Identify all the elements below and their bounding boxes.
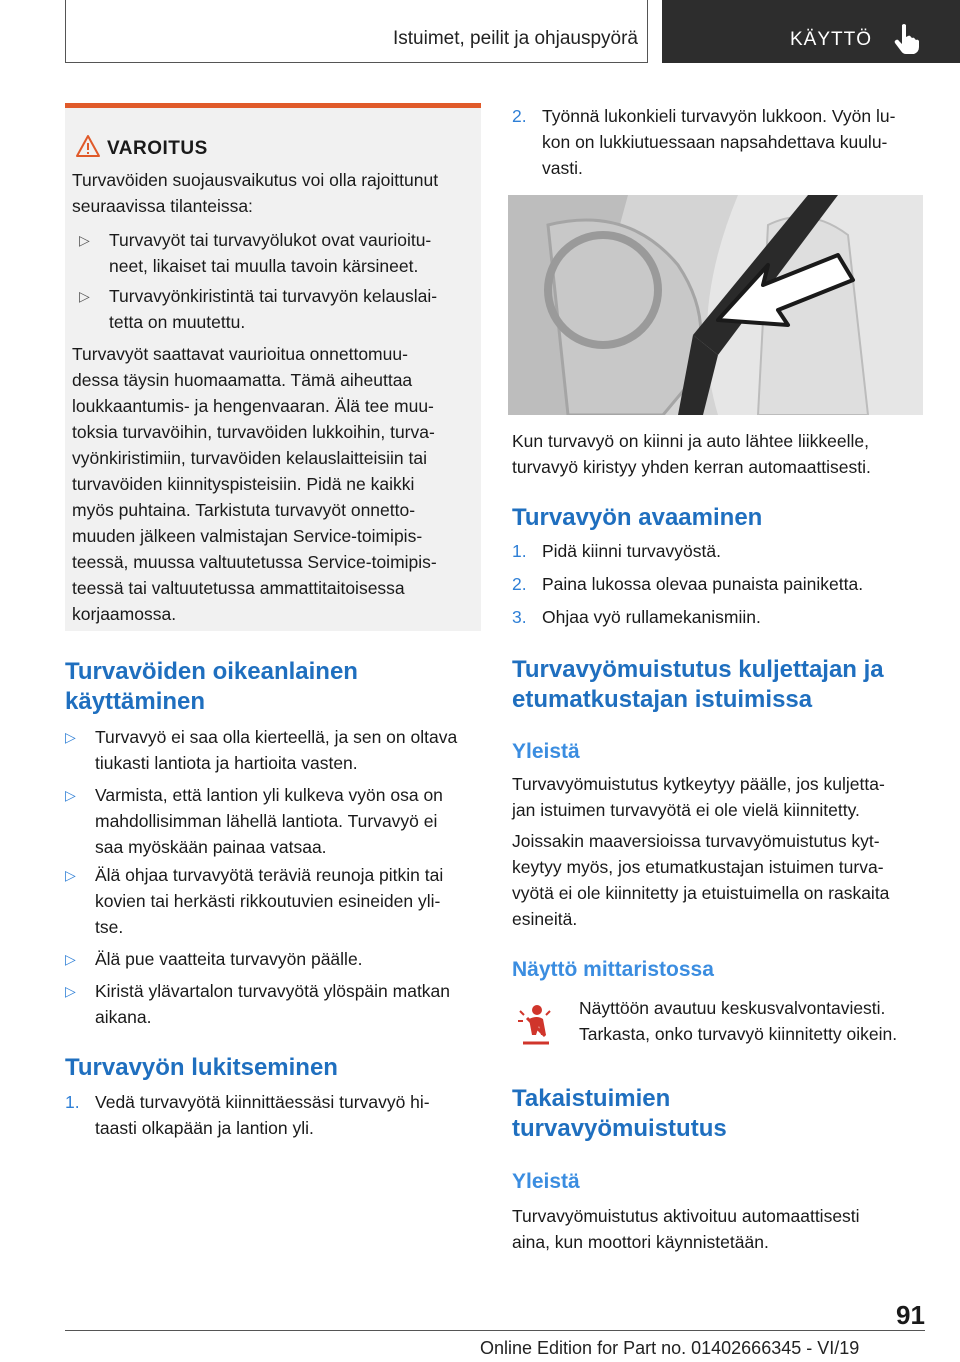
paragraph: Turvavyömuistutus aktivoituu automaattisesti aina, kun moottori käynnistetään. <box>512 1206 860 1252</box>
heading-locking: Turvavyön lukitseminen <box>65 1054 338 1081</box>
paragraph: Turvavyömuistutus kytkeytyy päälle, jos kuljetta- jan istuimen turvavyötä ei ole vielä kiinnitetty. <box>512 774 885 820</box>
seatbelt-buckle-photo <box>508 195 923 415</box>
triangle-bullet-icon: ▷ <box>65 787 76 803</box>
footer-edition: Online Edition for Part no. 01402666345 - VI/19 <box>480 1338 860 1358</box>
seatbelt-warning-icon <box>515 1003 555 1049</box>
subheading-general: Yleistä <box>512 740 580 763</box>
warning-body: Turvavyöt saattavat vaurioitua onnettomuu- dessa täysin huomaamatta. Tämä aiheuttaa loukkaantumis- ja hengenvaaran. Älä tee muu- toksia turvavöihin, turvavöiden lukkoihin, turva- vyönkiristimiin, turvavöiden kelauslaitteisiin tai turvavöiden kiinnityspisteisiin. Pidä ne kaikki myös puhtaina. Tarkistuta turvavyöt onnetto- muuden jälkeen valmistajan Service-toimipis- teessä, muussa valtuutetussa Service-toimipis- teessä tai valtuutetussa ammattitaitoisessa korjaamossa. <box>72 344 437 624</box>
warning-title: VAROITUS <box>107 138 208 159</box>
section-title: Istuimet, peilit ja ohjauspyörä <box>392 28 638 49</box>
warning-box: VAROITUS Turvavöiden suojausvaikutus voi olla rajoittunut seuraavissa tilanteissa: ▷ Turvavyöt tai turvavyölukot ovat vaurioitu- neet, likaiset tai muulla tavoin kärsineet. ▷ Turvavyönkiristintä tai turvavyön kelauslai- tetta on muutettu. Turvavyöt saattavat vaurioitua onnettomuu- dessa täysin huomaamatta. Tämä aiheuttaa loukkaantumis- ja hengenvaaran. Älä tee muu- toksia turvavöihin, turvavöiden lukkoihin, turva- vyönkiristimiin, turvavöiden kelauslaitteisiin tai turvavöiden kiinnityspisteisiin. Pidä ne kaikki myös puhtaina. Tarkistuta turvavyöt onnetto- muuden jälkeen valmistajan Service-toimipis- teessä, muussa valtuutetussa Service-toimipis- teessä tai valtuutetussa ammattitaitoisessa korjaamossa. <box>65 103 481 631</box>
triangle-bullet-icon: ▷ <box>65 951 76 967</box>
triangle-bullet-icon: ▷ <box>79 232 90 248</box>
warning-intro: Turvavöiden suojausvaikutus voi olla rajoittunut seuraavissa tilanteissa: <box>72 170 439 216</box>
paragraph: Joissakin maaversioissa turvavyömuistutus kyt- keytyy myös, jos etumatkustajan istuimen turva- vyötä ei ole kiinnitetty ja etuistuimella on raskaita esineitä. <box>512 831 890 929</box>
heading-opening: Turvavyön avaaminen <box>512 504 763 531</box>
footer-divider <box>65 1330 925 1331</box>
warning-triangle-icon <box>75 134 101 158</box>
subheading-display: Näyttö mittaristossa <box>512 958 714 981</box>
triangle-bullet-icon: ▷ <box>65 729 76 745</box>
heading-reminder-rear: Takaistuimien turvavyömuistutus <box>512 1085 727 1142</box>
paragraph: Kun turvavyö on kiinni ja auto lähtee liikkeelle, turvavyö kiristyy yhden kerran automaattisesti. <box>512 431 871 477</box>
heading-correct-use: Turvavöiden oikeanlainen käyttäminen <box>65 658 358 715</box>
triangle-bullet-icon: ▷ <box>65 983 76 999</box>
triangle-bullet-icon: ▷ <box>65 867 76 883</box>
heading-reminder-front: Turvavyömuistutus kuljettajan ja etumatkustajan istuimissa <box>512 656 884 713</box>
page-number: 91 <box>896 1300 925 1330</box>
hand-pointer-icon <box>892 22 922 54</box>
subheading-general-rear: Yleistä <box>512 1170 580 1193</box>
chapter-tab[interactable] <box>662 0 960 63</box>
paragraph: Näyttöön avautuu keskusvalvontaviesti. Tarkasta, onko turvavyö kiinnitetty oikein. <box>579 998 898 1044</box>
chapter-tab-label: KÄYTTÖ <box>790 29 873 50</box>
triangle-bullet-icon: ▷ <box>79 288 90 304</box>
